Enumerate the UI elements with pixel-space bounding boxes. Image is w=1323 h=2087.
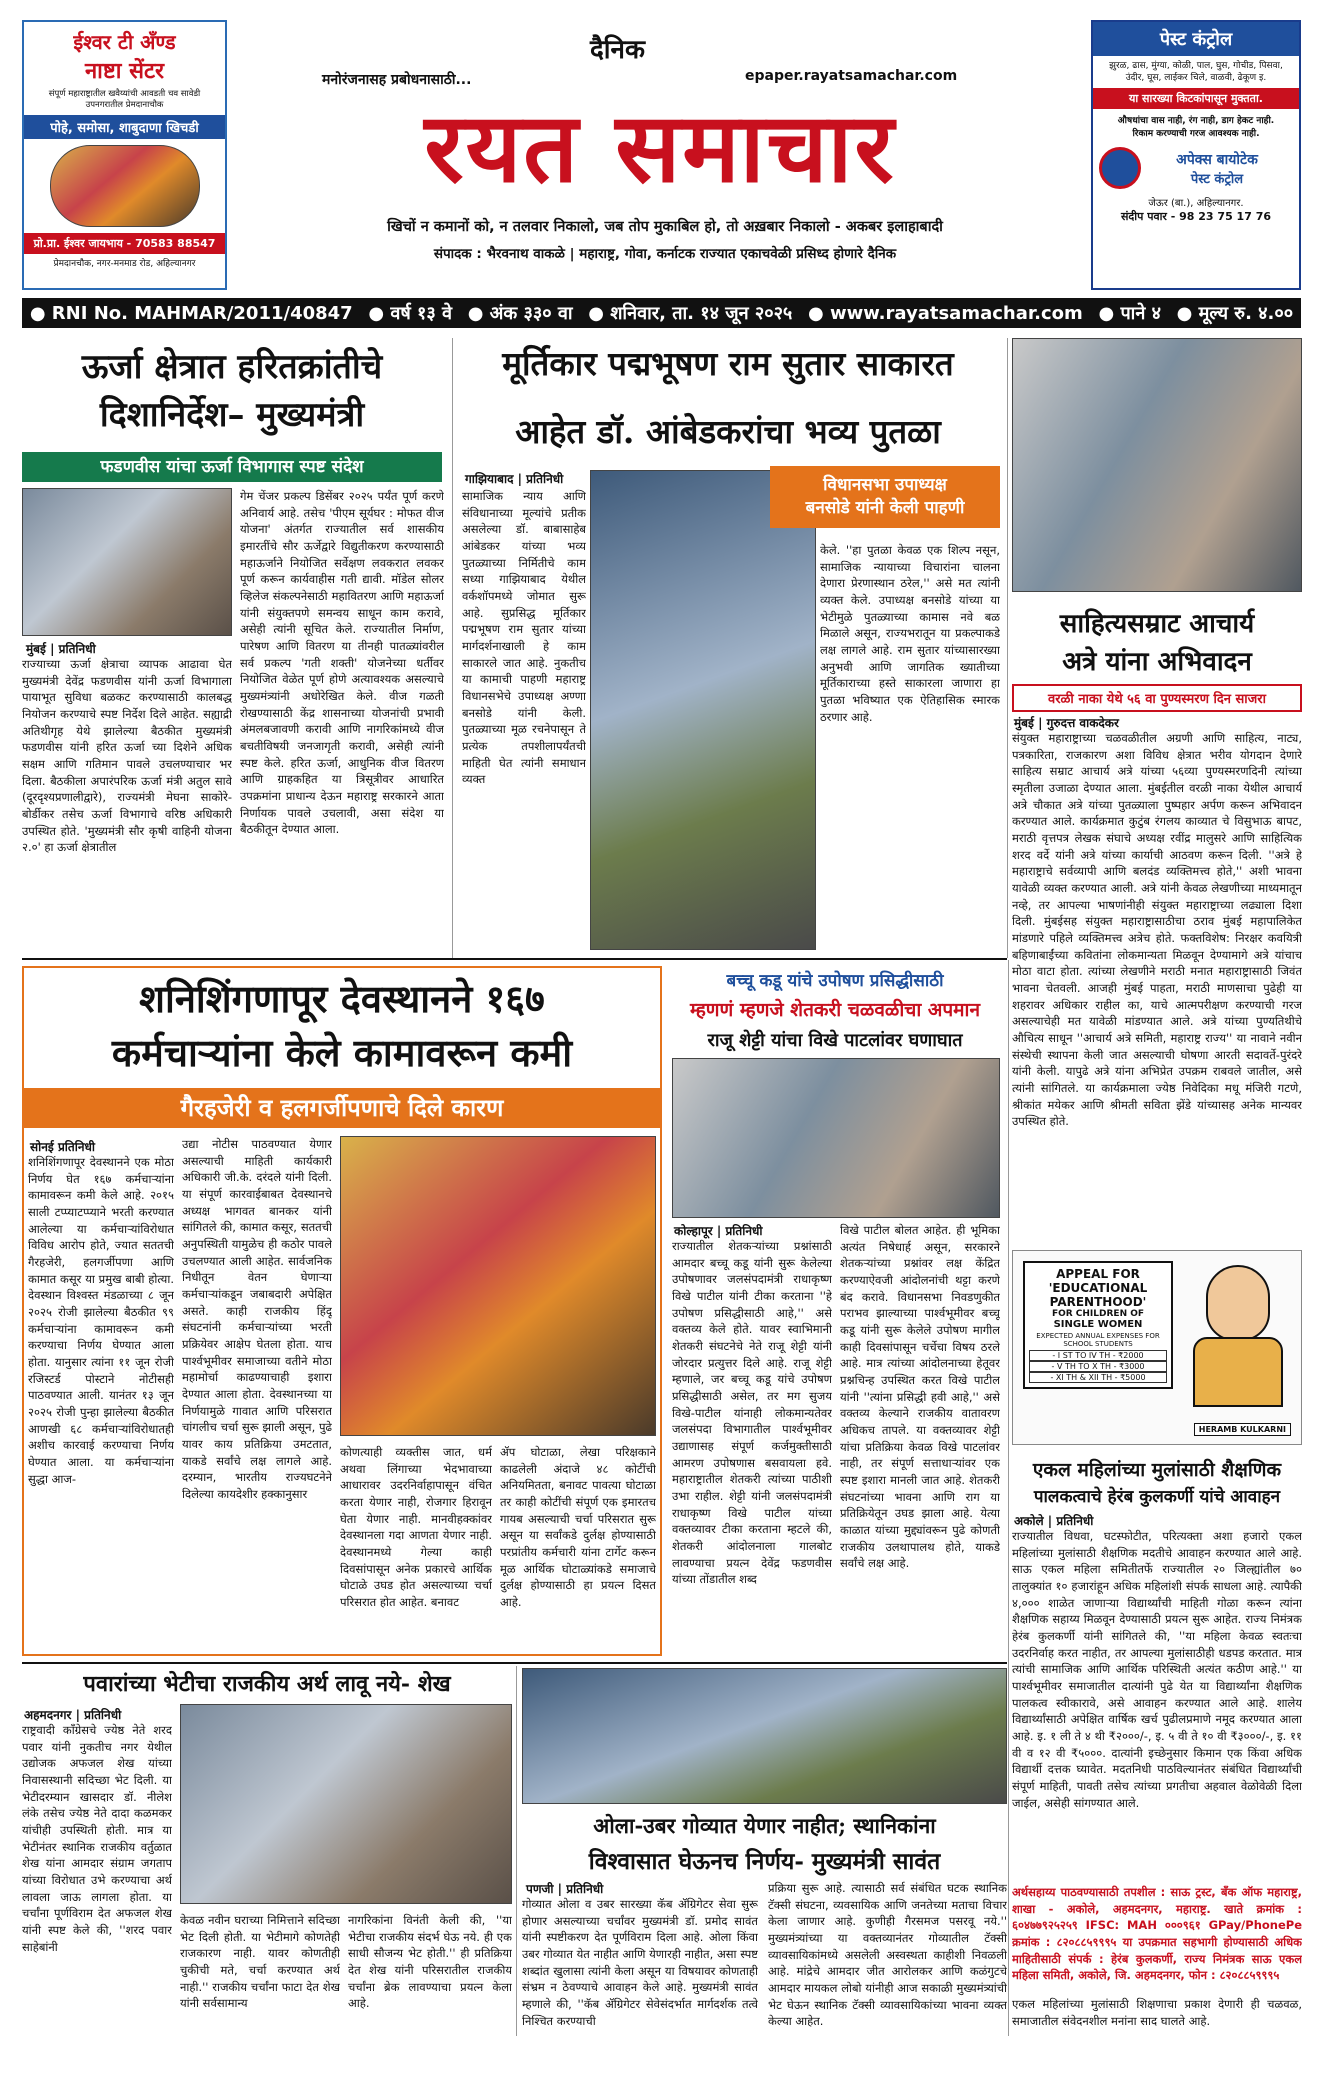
appeal-line-1: APPEAL FOR xyxy=(1056,1267,1140,1281)
website-link[interactable]: ● www.rayatsamachar.com xyxy=(807,302,1083,324)
story7-col-1: राष्ट्रवादी कॉंग्रेसचे ज्येष्ठ नेते शरद पवार यांनी नुकतीच नगर येथील उद्योजक अफजल शेख यांच्या निवासस्थानी सदिच्छा भेट दिली. या भेटीदरम्यान खासदार डॉ. नीलेश लंके तसेच ज्येष्ठ नेते दादा कळमकर यांचीही उपस्थिती होती. मात्र या भेटीनंतर स्थानिक राजकीय वर्तुळात शेख यांना आमदार संग्राम जगताप यांच्या विरोधात उभे करण्याचा अर्थ लावला जाऊ लागला होता. या चर्चांना पूर्णविराम देत अफजल शेख यांनी स्पष्ट केले की, ''शरद पवार साहेबांनी xyxy=(22,1723,172,1954)
story3-headline-1: साहित्यसम्राट आचार्य xyxy=(1059,609,1255,639)
section-rule xyxy=(22,1662,1007,1664)
story6-subhead: राजू शेट्टी यांचा विखे पाटलांवर घणाघात xyxy=(707,1030,963,1051)
right-ad-pests: झुरळ, ढास, मुंग्या, कोळी, पाल, घुस, गोचीड, पिसवा, उंदीर, घूस, लाईकर चिले, वाळवी, ढेकूण इ. xyxy=(1109,61,1283,84)
apex-logo-icon xyxy=(1099,147,1141,189)
story7-col-3: नागरिकांना विनंती केली की, ''या भेटीचा राजकीय संदर्भ घेऊ नये. ही एक साधी सौजन्य भेट होती.'' ही प्रतिक्रिया देत शेख यांनी परिसरातील राजकीय चर्चांना ब्रेक लावण्याचा प्रयत्न केला आहे. xyxy=(348,1913,512,2011)
story6-headline: म्हणणं म्हणजे शेतकरी चळवळीचा अपमान xyxy=(689,999,980,1021)
left-ad-owner-phone: प्रो.प्रा. ईश्वर जायभाय - 70583 88547 xyxy=(24,233,225,254)
right-ad-address: जेऊर (बा.), अहिल्यानगर. xyxy=(1148,198,1244,210)
appeal-row-1: - I ST TO IV TH - ₹2000 xyxy=(1029,1350,1167,1361)
story5-headline-2: कर्मचाऱ्यांना केले कामावरून कमी xyxy=(111,1030,573,1075)
story4-byline: अकोले | प्रतिनिधी xyxy=(1014,1514,1094,1528)
statue-photo xyxy=(590,470,816,950)
food-image xyxy=(50,145,200,227)
story2-highlight-line-1: विधानसभा उपाध्यक्ष xyxy=(823,475,947,495)
story7-byline: अहमदनगर | प्रतिनिधी xyxy=(24,1708,122,1722)
story6-col-1: राज्यातील शेतकऱ्यांच्या प्रश्नांसाठी आमदार बच्चू कडू यांनी सुरू केलेल्या उपोषणावर जलसंपदामंत्री राधाकृष्ण विखे पाटील यांनी टीका करताना ''हे उपोषण प्रसिद्धीसाठी आहे,'' असे वक्तव्य केले होते. यावर स्वाभिमानी शेतकरी संघटनेचे नेते राजू शेट्टी यांनी जोरदार प्रत्युत्तर दिले आहे. राजू शेट्टी म्हणाले, जर बच्चू कडू यांचे उपोषण प्रसिद्धीसाठी असेल, तर मग सुजय विखे-पाटील यांनाही लोकमान्यतेवर जलसंपदा विभागातील पार्श्वभूमीवर उद्याणासह संपूर्ण कर्जमुक्तीसाठी आमरण उपोषणास बसवायला हवे. महाराष्ट्रातील शेतकरी त्यांच्या पाठीशी उभा राहील. शेट्टी यांनी जलसंपदामंत्री राधाकृष्ण विखे पाटील यांच्या वक्तव्यावर टीका करताना म्हटले की, शेतकरी आंदोलनाला गालबोट लावण्याचा प्रयत्न देवेंद्र फडणवीस यांच्या तोंडातील शब्द xyxy=(672,1239,832,1587)
appeal-line-3: PARENTHOOD' xyxy=(1049,1295,1147,1309)
story8-byline: पणजी | प्रतिनिधी xyxy=(526,1882,604,1896)
left-ad-tagline: संपूर्ण महाराष्ट्रातील खवैय्यांची आवडती चव सावेडी उपनगरातील प्रेमदानाचौक xyxy=(48,89,201,111)
column-divider xyxy=(1007,338,1008,958)
story4-headline-2: पालकत्वाचे हेरंब कुलकर्णी यांचे आवाहन xyxy=(1033,1487,1281,1507)
story3-subhead: वरळी नाका येथे ५६ वा पुण्यस्मरण दिन साजरा xyxy=(1012,684,1302,712)
politicians-photo xyxy=(672,1058,1000,1218)
heramb-cartoon-icon xyxy=(1188,1265,1288,1415)
story1-body-right: गेम चेंजर प्रकल्प डिसेंबर २०२५ पर्यंत पूर्ण करणे अनिवार्य आहे. तसेच 'पीएम सूर्यघर : मोफत वीज योजना' अंतर्गत राज्यातील सर्व शासकीय इमारतींचे सौर ऊर्जेद्वारे विद्युतीकरण करण्यासाठी महाऊर्जाने नियोजित सर्वेक्षण लवकरात लवकर पूर्ण करून कार्यवाहीस गती द्यावी. मॉडेल सोलर व्हिलेज संकल्पनेसाठी महावितरण आणि महाऊर्जा यांनी संयुक्तपणे समन्वय साधून काम करावे, असेही त्यांनी सूचित केले. राज्यातील निर्माण, पारेषण आणि वितरण या तीनही पातळ्यांवरील सर्व प्रकल्प 'गती शक्ती' योजनेच्या धर्तीवर नियोजित वेळेत पूर्ण होणे अत्यावश्यक असल्याचे मुख्यमंत्र्यांनी अधोरेखित केले. वीज गळती रोखण्यासाठी केंद्र शासनाच्या योजनांची प्रभावी अंमलबजावणी करावी आणि नागरिकांमध्ये वीज बचतीविषयी जनजागृती करावी, असेही त्यांनी स्पष्ट केले. हरित ऊर्जा, आधुनिक वीज वितरण आणि ग्राहकहित या त्रिसूत्रीवर आधारित उपक्रमांना प्राधान्य देऊन महाराष्ट्र सरकारने आता निर्णायक पावले उचलावी, असा संदेश या बैठकीतून देण्यात आला. xyxy=(240,489,444,837)
story2-highlight-line-2: बनसोडे यांनी केली पाहणी xyxy=(805,498,965,518)
story1-subhead: फडणवीस यांचा ऊर्जा विभागास स्पष्ट संदेश xyxy=(22,452,442,482)
story2-headline-2: आहेत डॉ. आंबेडकरांचा भव्य पुतळा xyxy=(515,412,941,451)
story5-byline: सोनई प्रतिनिधी xyxy=(30,1140,95,1154)
story8-headline-2: विश्वासात घेऊनच निर्णय- मुख्यमंत्री सावंत xyxy=(588,1848,941,1875)
rni-number: ● RNI No. MAHMAR/2011/40847 xyxy=(29,302,353,324)
appeal-line-4: FOR CHILDREN OF xyxy=(1051,1309,1145,1319)
story2-highlight-box xyxy=(770,466,1000,528)
story2-byline: गाझियाबाद | प्रतिनिधी xyxy=(465,472,564,486)
left-ad-address: प्रेमदानचौक, नगर-मनमाड रोड, अहिल्यानगर xyxy=(53,259,196,270)
story1-headline-2: दिशानिर्देश– मुख्यमंत्री xyxy=(99,395,365,435)
story3-body: संयुक्त महाराष्ट्राच्या चळवळीतील अग्रणी आणि साहित्य, नाट्य, पत्रकारिता, राजकारण अशा विविध क्षेत्रात भरीव योगदान देणारे साहित्य सम्राट आचार्य अत्रे यांच्या ५६व्या पुण्यस्मरणदिनी त्यांच्या स्मृतीला उजाळा देण्यात आला. मुंबईतील वरळी नाका येथील आचार्य अत्रे चौकात अत्रे यांच्या पुतळ्याला पुष्पहार अर्पण करून अभिवादन करण्यात आले. कार्यक्रमात कुटुंब रंगलय काव्यात चे विसुभाऊ बापट, मराठी वृत्तपत्र लेखक संघाचे अध्यक्ष रवींद्र मालुसरे आणि साहित्यिक शरद वर्दे यांनी अत्रे यांच्या कार्याची आठवण करून दिली. ''अत्रे हे महाराष्ट्राचे सर्वव्यापी आणि बलदंड व्यक्तिमत्त्व होते,'' अशी भावना यावेळी व्यक्त करण्यात आली. अत्रे यांनी केवळ लेखणीच्या माध्यमातून नव्हे, तर आपल्या भाषणांनीही संयुक्त महाराष्ट्राच्या लढ्याला दिशा दिली. मुंबईसह संयुक्त महाराष्ट्रासाठीचा ठराव मुंबई महापालिकेत मांडणारे पहिले व्यक्तिमत्त्व अत्रेच होते. फक्तविशेष: निरक्षर कवयित्री बहिणाबाईंच्या कवितांना लोकमान्यता मिळवून देण्यामागे अत्रे यांचाच मोठा वाटा होता. त्यांच्या लेखणीने मराठी मनात महाराष्ट्रासाठी जिवंत भावना चेतवली. आजही मुंबई पाहता, मराठी माणसाचा पुढेही या शहरावर अधिकार राहील का, याचे आत्मपरीक्षण करण्याची गरज असल्याचेही मत यावेळी मांडण्यात आले. अत्रे यांच्या पुण्यतिथीचे औचित्य साधून ''आचार्य अत्रे समिती, महाराष्ट्र राज्य'' या नावाने नवीन संस्थेची स्थापना केली जात असल्याची घोषणा आरती सदावर्ते-पुरंदरे यांनी केली. यापुढे अत्रे यांना अभिप्रेत उपक्रम राबवले जातील, असे त्यांनी सांगितले. या कार्यक्रमाला ज्येष्ठ निवेदिका मधू मंजिरी गटणे, श्रीकांत मयेकर आणि श्रीमती सविता झेंडे यांच्यासह अनेक मान्यवर उपस्थित होते. xyxy=(1012,731,1302,1129)
story1-meeting-photo xyxy=(22,488,232,636)
atre-memorial-photo xyxy=(1012,338,1302,592)
right-advertisement xyxy=(1091,20,1301,290)
price: ● मूल्य रु. ४.०० xyxy=(1176,303,1294,324)
left-ad-title-2: नाष्टा सेंटर xyxy=(84,59,165,84)
appeal-row-2: - V TH TO X TH - ₹3000 xyxy=(1029,1361,1167,1372)
story2-body-left: सामाजिक न्याय आणि संविधानाच्या मूल्यांचे प्रतीक असलेल्या डॉ. बाबासाहेब आंबेडकर यांच्या भव्य पुतळ्याच्या निर्मितीचे काम सध्या गाझियाबाद येथील वर्कशॉपमध्ये जोमात सुरू आहे. सुप्रसिद्ध मूर्तिकार पद्मभूषण राम सुतार यांच्या मार्गदर्शनाखाली हे काम साकारले जात आहे. नुकतीच या कामाची पाहणी महाराष्ट्र विधानसभेचे उपाध्यक्ष अण्णा बनसोडे यांनी केली. पुतळ्याच्या मूळ रचनेपासून ते प्रत्येक तपशीलापर्यंतची माहिती घेत त्यांनी समाधान व्यक्त xyxy=(462,489,586,787)
epaper-website: epaper.rayatsamachar.com xyxy=(745,68,958,84)
story8-headline-1: ओला-उबर गोव्यात येणार नाहीत; स्थानिकांना xyxy=(593,1813,936,1838)
right-ad-contact: संदीप पवार - 98 23 75 17 76 xyxy=(1121,210,1271,224)
story3-headline-2: अत्रे यांना अभिवादन xyxy=(1062,647,1252,677)
left-advertisement xyxy=(22,20,227,290)
right-ad-claim-2: रिकाम करण्याची गरज आवश्यक नाही. xyxy=(1132,129,1260,140)
story4-highlight: अर्थसहाय्य पाठवण्यासाठी तपशील : साऊ ट्रस्ट, बँक ऑफ महाराष्ट्र, शाखा - अकोले, अहमदनगर, महाराष्ट्र. खाते क्रमांक : ६०४७७९२५२५९ IFSC: MAH ०००९६१ GPay/PhonePe क्रमांक : ८२०८८५९९९५ या उपक्रमात सहभागी होण्यासाठी अधिक माहितीसाठी संपर्क : हेरंब कुलकर्णी, राज्य निमंत्रक साऊ एकल महिला समिती, अकोले, जि. अहमदनगर, फोन : ८२०८८५९९९५ xyxy=(1012,1885,1302,1983)
story6-col-2: विखे पाटील बोलत आहेत. ही भूमिका अत्यंत निषेधार्ह असून, सरकारने शेतकऱ्यांच्या प्रश्नांवर लक्ष केंद्रित करण्याऐवजी आंदोलनांची थट्टा करणे बंद करावे. विधानसभा निवडणुकीत पराभव झाल्याच्या पार्श्वभूमीवर बच्चू कडू यांनी सुरू केलेले उपोषण मागील काही दिवसांपासून चर्चेचा विषय ठरले आहे. मात्र त्यांच्या आंदोलनाच्या हेतूवर प्रश्नचिन्ह उपस्थित करत विखे पाटील यांनी ''त्यांना प्रसिद्धी हवी आहे,'' असे वक्तव्य केल्याने राजकीय वातावरण अधिकच तापले. या वक्तव्यावर शेट्टी यांचा प्रतिक्रिया केवळ विखे पाटलांवर नाही, तर संपूर्ण सत्ताधाऱ्यांवर एक स्पष्ट इशारा मानली जात आहे. शेतकरी संघटनांच्या भावना आणि राग या प्रतिक्रियेतून उघड झाला आहे. येत्या काळात यांच्या मुद्द्यांवरून पुढे कोणती राजकीय उलथापालथ होते, याकडे सर्वांचे लक्ष आहे. xyxy=(840,1223,1000,1571)
story3-byline: मुंबई | गुरुदत्त वाकदेकर xyxy=(1014,716,1119,730)
right-ad-company-2: पेस्ट कंट्रोल xyxy=(1190,171,1244,187)
volume-year: ● वर्ष १३ वे xyxy=(368,303,453,324)
shani-idol-photo xyxy=(340,1136,656,1436)
story5-subhead: गैरहजेरी व हलगर्जीपणाचे दिले कारण xyxy=(24,1088,660,1128)
appeal-advertisement xyxy=(1012,1250,1302,1445)
pawar-visit-photo xyxy=(180,1704,512,1904)
editor-line: संपादक : भैरवनाथ वाकळे | महाराष्ट्र, गोवा, कर्नाटक राज्यात एकाचवेळी प्रसिध्द होणारे दैनिक xyxy=(433,246,897,262)
daily-label: दैनिक xyxy=(590,35,645,65)
story4-headline-1: एकल महिलांच्या मुलांसाठी शैक्षणिक xyxy=(1032,1459,1282,1481)
left-ad-items: पोहे, समोसा, शाबुदाणा खिचडी xyxy=(24,115,225,139)
story1-byline: मुंबई | प्रतिनिधी xyxy=(26,642,96,656)
column-divider xyxy=(516,1666,517,2036)
right-ad-red-line: या सारख्या किटकांपासून मुक्तता. xyxy=(1093,88,1299,109)
story1-body-left: राज्याच्या ऊर्जा क्षेत्राचा व्यापक आढावा घेत मुख्यमंत्री देवेंद्र फडणवीस यांनी ऊर्जा विभागाला पायाभूत सुविधा बळकट करण्यासाठी कालबद्ध नियोजन करण्याचे स्पष्ट निर्देश दिले आहेत. सह्याद्री अतिथीगृह येथे झालेल्या बैठकीत मुख्यमंत्री फडणवीस यांनी हरित ऊर्जा च्या दिशेने अधिक सक्षम आणि गतिमान पावले उचलण्याचार भर दिला. बैठकीला अपारंपरिक ऊर्जा मंत्री अतुल सावे (दूरदृश्यप्रणालीद्वारे), राज्यमंत्री मेघना साकोरे-बोर्डीकर तसेच ऊर्जा विभागाचे वरिष्ठ अधिकारी उपस्थित होते. 'मुख्यमंत्री सौर कृषी वाहिनी योजना २.०' हा ऊर्जा क्षेत्रातील xyxy=(22,657,232,855)
story8-col-2: प्रक्रिया सुरू आहे. त्यासाठी सर्व संबंधित घटक स्थानिक टॅक्सी संघटना, व्यवसायिक आणि जनतेच्या मताचा विचार केला जाणार आहे. कुणीही गैरसमज पसरवू नये.'' मुख्यमंत्र्यांच्या या वक्तव्यानंतर गोव्यातील टॅक्सी व्यावसायिकांमध्ये असलेली अस्वस्थता काहीशी निवळली आहे. मांद्रेचे आमदार जीत आरोलकर आणि कळंगुटचे आमदार मायकल लोबो यांनीही आज सकाळी मुख्यमंत्र्यांची भेट घेऊन स्थानिक टॅक्सी व्यावसायिकांच्या भावना व्यक्त केल्या आहेत. xyxy=(768,1881,1007,2029)
story4-body: राज्यातील विधवा, घटस्फोटीत, परित्यक्ता अशा हजारो एकल महिलांच्या मुलांसाठी शैक्षणिक मदतीचे आवाहन करण्यात आले आहे. साऊ एकल महिला समितीतर्फे राज्यातील २० जिल्ह्यांतील ७० तालुक्यांत १० हजारांहून अधिक महिलांशी संपर्क साधला आहे. त्यापैकी ४,००० शाळेत जाणाऱ्या विद्यार्थ्यांची माहिती गोळा करून त्यांना शैक्षणिक सहाय्य मिळवून देण्यासाठी प्रयत्न सुरू आहेत. राज्य निमंत्रक हेरंब कुलकर्णी यांनी सांगितले की, ''या महिला केवळ स्वतःचा उदरनिर्वाह करत नाहीत, तर आपल्या मुलांसाठीही धडपड करतात. मात्र त्यांची सामाजिक आणि आर्थिक परिस्थिती अत्यंत कठीण आहे.'' या पार्श्वभूमीवर समाजातील दात्यांनी पुढे येत या विद्यार्थ्यांना शैक्षणिक पालकत्व स्वीकारावे, असे आवाहन करण्यात आले आहे. शालेय विद्यार्थ्यांसाठी अपेक्षित वार्षिक खर्च पुढीलप्रमाणे नमूद करण्यात आला आहे. इ. १ ली ते ४ थी ₹२०००/-, इ. ५ वी ते १० वी ₹३०००/-, इ. ११ वी व १२ वी ₹५०००. दात्यांनी इच्छेनुसार किमान एक किंवा अधिक विद्यार्थी दत्तक घ्यावेत. मदतनिधी पाठविल्यानंतर संबंधित विद्यार्थ्यांची संपूर्ण माहिती, पावती तसेच त्यांच्या प्रगतीचा अहवाल वेळोवेळी दिला जाईल, असेही सांगण्यात आले. xyxy=(1012,1529,1302,1810)
story7-headline: पवारांच्या भेटीचा राजकीय अर्थ लावू नये- शेख xyxy=(83,1671,451,1697)
appeal-line-6: EXPECTED ANNUAL EXPENSES FOR SCHOOL STUDENTS xyxy=(1036,1332,1160,1348)
masthead-title: रयत समाचार xyxy=(424,91,896,204)
story6-kicker: बच्चू कडू यांचे उपोषण प्रसिद्धीसाठी xyxy=(726,971,944,991)
story1-headline-1: ऊर्जा क्षेत्रात हरितक्रांतीचे xyxy=(81,347,383,387)
story6-byline: कोल्हापूर | प्रतिनिधी xyxy=(674,1224,763,1238)
appeal-name-tag: HERAMB KULKARNI xyxy=(1194,1423,1291,1436)
story7-col-2: केवळ नवीन घराच्या निमित्ताने सदिच्छा भेट दिली होती. या भेटीमागे कोणतेही राजकारण नाही. यावर कोणतीही चुकीची मते, चर्चा करण्यात अर्थ नाही.'' राजकीय चर्चांना फाटा देत शेख यांनी सर्वसामान्य xyxy=(180,1913,340,2011)
section-rule xyxy=(22,958,1007,960)
issue-number: ● अंक ३३० वा xyxy=(467,303,573,324)
issue-info-bar xyxy=(22,298,1301,328)
right-ad-claim-1: औषधांचा वास नाही, रंग नाही, डाग हेकट नाही. xyxy=(1117,116,1275,127)
appeal-line-5: SINGLE WOMEN xyxy=(1053,1319,1143,1330)
right-ad-company-1: अपेक्स बायोटेक xyxy=(1176,151,1258,168)
story5-col-2: उद्या नोटीस पाठवण्यात येणार असल्याची माहिती कार्यकारी अधिकारी जी.के. दरंदले यांनी दिली. या संपूर्ण कारवाईबाबत देवस्थानचे अध्यक्ष भागवत बानकर यांनी सांगितले की, कामात कसूर, सततची अनुपस्थिती यामुळेच ही कठोर पावले उचलण्यात आली आहेत. सार्वजनिक निधीतून वेतन घेणाऱ्या कर्मचाऱ्यांकडून जबाबदारी अपेक्षित असते. काही राजकीय हिंदू संघटनांनी कर्मचाऱ्यांच्या भरती प्रक्रियेवर आक्षेप घेतला होता. याच पार्श्वभूमीवर समाजाच्या वतीने मोठा महामोर्चा काढण्याचाही इशारा देण्यात आला होता. देवस्थानच्या या निर्णयामुळे गावात आणि परिसरात चांगलीच चर्चा सुरू झाली असून, पुढे यावर काय प्रतिक्रिया उमटतात, याकडे सर्वांचे लक्ष लागले आहे. दरम्यान, भारतीय राज्यघटनेने दिलेल्या कायदेशीर हक्कानुसार xyxy=(182,1137,332,1502)
story2-headline-1: मूर्तिकार पद्मभूषण राम सुतार साकारत xyxy=(502,344,954,383)
story5-col-3: कोणत्याही व्यक्तीस जात, धर्म अथवा लिंगाच्या भेदभावाच्या आधारावर उदरनिर्वाहापासून वंचित करता येणार नाही, रोजगार हिरावून घेता येणार नाही. मानवीहक्कांवर देवस्थानला गदा आणता येणार नाही. देवस्थानमध्ये गेल्या काही दिवसांपासून अनेक प्रकारचे आर्थिक घोटाळे उघड होत असल्याच्या चर्चा परिसरात होत आहेत. बनावट xyxy=(340,1445,492,1610)
appeal-line-2: 'EDUCATIONAL xyxy=(1048,1281,1148,1295)
column-divider xyxy=(452,338,453,958)
masthead-subtitle: मनोरंजनासह प्रबोधनासाठी... xyxy=(322,72,472,88)
issue-date: ● शनिवार, ता. १४ जून २०२५ xyxy=(588,303,793,324)
page-count: ● पाने ४ xyxy=(1098,303,1161,324)
appeal-row-3: - XI TH & XII TH - ₹5000 xyxy=(1029,1372,1167,1383)
story2-body-right: केले. ''हा पुतळा केवळ एक शिल्प नसून, सामाजिक न्यायाच्या विचारांना चालना देणारा प्रेरणास्थान ठरेल,'' असे मत त्यांनी व्यक्त केले. उपाध्यक्ष बनसोडे यांच्या या भेटीमुळे पुतळ्याच्या कामास नवे बळ मिळाले असून, राज्यभरातून या प्रकल्पाकडे लक्ष लागले आहे. राम सुतार यांच्यासारख्या अनुभवी आणि जागतिक ख्यातीच्या मूर्तिकाराच्या हस्ते साकारला जाणारा हा पुतळा भविष्यात एक ऐतिहासिक स्मारक ठरणार आहे. xyxy=(820,543,1000,724)
story4-body-end: एकल महिलांच्या मुलांसाठी शिक्षणाचा प्रकाश देणारी ही चळवळ, समाजातील संवेदनशील मनांना साद घालते आहे. xyxy=(1012,1997,1302,2028)
story5-headline-1: शनिशिंगणापूर देवस्थानने १६७ xyxy=(139,976,545,1021)
column-divider xyxy=(1008,960,1009,2036)
right-ad-title: पेस्ट कंट्रोल xyxy=(1093,22,1299,56)
masthead-quote: खिचों न कमानों को, न तलवार निकालो, जब तोप मुकाबिल हो, तो अख़बार निकालो - अकबर इलाहाबादी xyxy=(387,219,943,235)
story8-col-1: गोव्यात ओला व उबर सारख्या कॅब ॲग्रिगेटर सेवा सुरू होणार असल्याच्या चर्चांवर मुख्यमंत्री डॉ. प्रमोद सावंत यांनी स्पष्टीकरण देत पूर्णविराम दिला आहे. ओला किंवा उबर गोव्यात येत नाहीत आणि येणारही नाहीत, असा स्पष्ट शब्दांत खुलासा त्यांनी केला असून या विषयावर कोणताही संभ्रम न ठेवण्याचे आवाहन केले आहे. मुख्यमंत्री सावंत म्हणाले की, ''कॅब ॲग्रिगेटर सेवेसंदर्भात मार्गदर्शक तत्वे निश्चित करण्याची xyxy=(522,1897,758,2028)
left-ad-title-1: ईश्वर टी अँण्ड xyxy=(73,30,176,54)
goa-meeting-photo xyxy=(522,1668,1007,1804)
story5-col-1: शनिशिंगणापूर देवस्थानने एक मोठा निर्णय घेत १६७ कर्मचाऱ्यांना कामावरून कमी केले आहे. २०१५ साली टप्प्याटप्प्याने भरती करण्यात आलेल्या या कर्मचाऱ्यांविरोधात विविध आरोप होते, ज्यात सततची गैरहजेरी, हलगर्जीपणा आणि कामात कसूर या प्रमुख बाबी होत्या. देवस्थान विश्वस्त मंडळाच्या ८ जून २०२५ रोजी झालेल्या बैठकीत ९९ कर्मचाऱ्यांना कामावरून कमी करण्याचा निर्णय घेण्यात आला होता. यानुसार त्यांना ११ जून रोजी रजिस्टर्ड पोस्टाने नोटीसही पाठवण्यात आली. यानंतर १३ जून २०२५ रोजी पुन्हा झालेल्या बैठकीत आणखी ६८ कर्मचाऱ्यांविरोधातही अशीच कारवाई करण्याचा निर्णय घेण्यात आला. या कर्मचाऱ्यांना सुद्धा आज- xyxy=(28,1155,174,1486)
story5-col-4: ॲप घोटाळा, लेखा परिक्षकाने काढलेली अंदाजे ४८ कोटींची अनियमितता, बनावट पावत्या घोटाळा तर काही कोटींची संपूर्ण एक इमारतच गायब असल्याची चर्चा परिसरात सुरू असून या सर्वांकडे दुर्लक्ष होण्यासाठी परप्रांतीय कर्मचारी यांना टार्गेट करून मूळ आर्थिक घोटाळ्यांकडे समाजाचे दुर्लक्ष होण्यासाठी हा प्रयत्न दिसत आहे. xyxy=(500,1445,656,1610)
